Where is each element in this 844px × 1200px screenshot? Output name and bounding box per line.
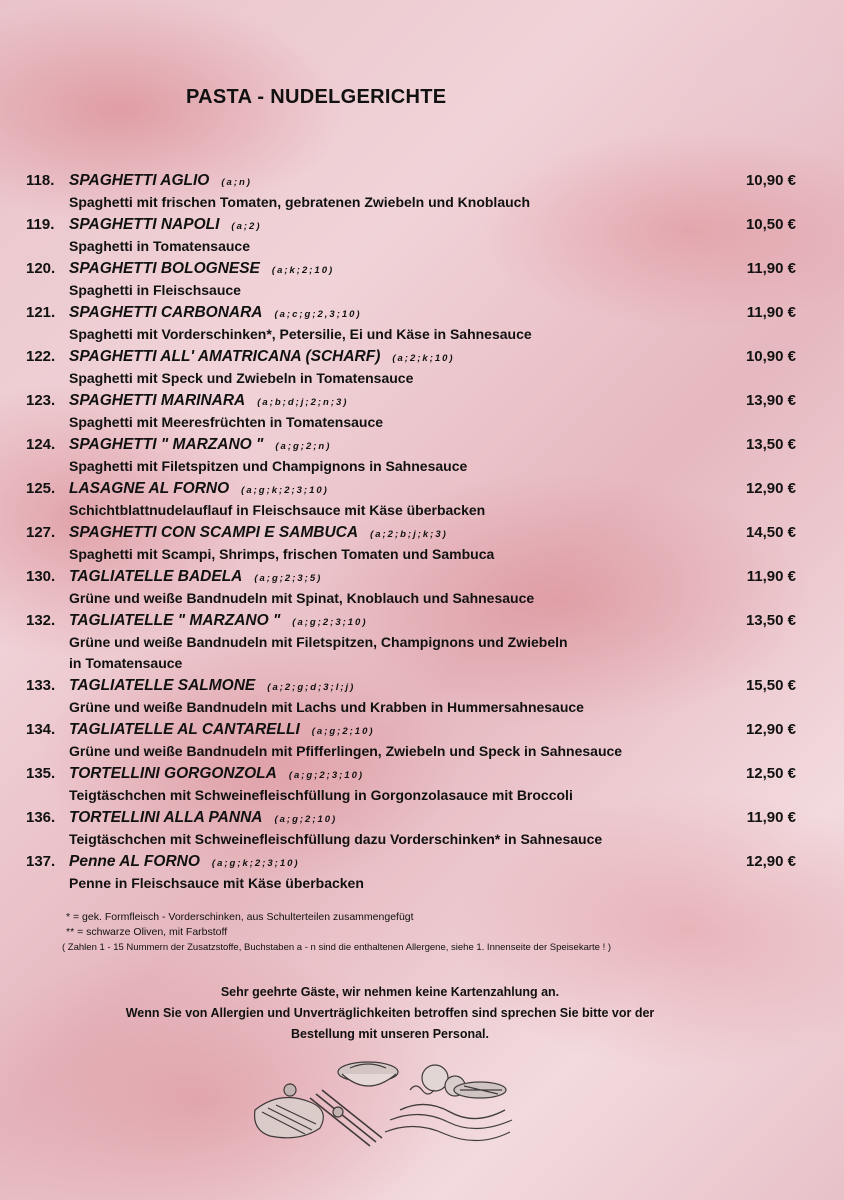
item-description: Grüne und weiße Bandnudeln mit Lachs und Krabben in Hummersahnesauce (69, 699, 584, 715)
menu-item-header (26, 214, 816, 236)
item-price: 12,90 € (745, 853, 796, 870)
menu-item (26, 170, 816, 213)
item-allergens: (a;b;d;j;2;n;3) (257, 397, 349, 408)
menu-item (26, 763, 816, 806)
item-description: Spaghetti mit Vorderschinken*, Petersilie, Ei und Käse in Sahnesauce (69, 326, 532, 342)
menu-item-header (26, 719, 816, 741)
item-allergens: (a;2;b;j;k;3) (370, 529, 448, 540)
menu-item-header (26, 610, 816, 632)
item-price: 10,90 € (745, 172, 796, 189)
item-price: 12,50 € (745, 765, 796, 782)
item-description: Spaghetti in Fleischsauce (69, 282, 241, 298)
menu-list (26, 170, 816, 895)
footnotes (62, 910, 612, 955)
item-number: 123. (26, 392, 56, 409)
item-number: 124. (26, 436, 56, 453)
item-number: 122. (26, 348, 56, 365)
item-description: Teigtäschchen mit Schweinefleischfüllung dazu Vorderschinken* in Sahnesauce (69, 831, 603, 847)
item-price: 11,90 € (746, 568, 796, 585)
item-description: Grüne und weiße Bandnudeln mit Spinat, Knoblauch und Sahnesauce (69, 590, 535, 606)
menu-item (26, 346, 816, 389)
footnote-oliven: ** = schwarze Oliven, mit Farbstoff (66, 926, 228, 938)
item-price: 12,90 € (745, 480, 796, 497)
menu-item (26, 390, 816, 433)
item-name: SPAGHETTI AGLIO (69, 172, 210, 189)
item-description: Spaghetti mit Filetspitzen und Champignons in Sahnesauce (69, 458, 468, 474)
item-description: Schichtblattnudelauflauf in Fleischsauce mit Käse überbacken (69, 502, 486, 518)
menu-item-header (26, 675, 816, 697)
item-number: 120. (26, 260, 56, 277)
item-description: Spaghetti mit Speck und Zwiebeln in Tomatensauce (69, 370, 414, 386)
item-name: TAGLIATELLE SALMONE (69, 677, 256, 694)
menu-item (26, 478, 816, 521)
footnote-allergene: ( Zahlen 1 - 15 Nummern der Zusatzstoffe, Buchstaben a - n sind die enthaltenen Allergene, siehe 1. Innenseite der Speisekarte ! ) (62, 942, 612, 953)
menu-item (26, 807, 816, 850)
item-allergens: (a;2) (231, 221, 262, 232)
payment-allergy-notice (40, 982, 740, 1045)
item-name: TORTELLINI ALLA PANNA (69, 809, 263, 826)
menu-item (26, 214, 816, 257)
item-allergens: (a;g;2;n) (275, 441, 332, 452)
item-price: 11,90 € (746, 260, 796, 277)
item-number: 130. (26, 568, 56, 585)
menu-item-header (26, 302, 816, 324)
menu-item (26, 434, 816, 477)
menu-item-header (26, 566, 816, 588)
item-name: TAGLIATELLE BADELA (69, 568, 243, 585)
item-name: SPAGHETTI BOLOGNESE (69, 260, 260, 277)
menu-item-header (26, 763, 816, 785)
notice-line-2: Wenn Sie von Allergien und Unverträglichkeiten betroffen sind sprechen Sie bitte vor der (125, 1006, 655, 1020)
item-price: 11,90 € (746, 304, 796, 321)
item-name: TORTELLINI GORGONZOLA (69, 765, 277, 782)
item-allergens: (a;g;2;3;10) (292, 617, 368, 628)
item-name: LASAGNE AL FORNO (69, 480, 230, 497)
menu-item-header (26, 346, 816, 368)
item-number: 132. (26, 612, 56, 629)
item-description: Penne in Fleischsauce mit Käse überbacken (69, 875, 364, 891)
item-allergens: (a;c;g;2,3;10) (274, 309, 362, 320)
menu-item-header (26, 434, 816, 456)
item-description: Spaghetti mit Meeresfrüchten in Tomatensauce (69, 414, 384, 430)
item-price: 14,50 € (745, 524, 796, 541)
item-number: 133. (26, 677, 56, 694)
footnote-formfleisch: * = gek. Formfleisch - Vorderschinken, aus Schulterteilen zusammengefügt (66, 911, 414, 923)
item-allergens: (a;g;2;10) (311, 726, 375, 737)
item-allergens: (a;g;k;2;3;10) (241, 485, 329, 496)
item-allergens: (a;g;2;3;5) (254, 573, 323, 584)
menu-item-header (26, 522, 816, 544)
item-description: Grüne und weiße Bandnudeln mit Pfifferlingen, Zwiebeln und Speck in Sahnesauce (69, 743, 623, 759)
menu-item (26, 566, 816, 609)
item-price: 15,50 € (745, 677, 796, 694)
menu-item (26, 851, 816, 894)
item-number: 134. (26, 721, 56, 738)
pasta-still-life-icon (250, 1050, 520, 1150)
item-name: Penne AL FORNO (69, 853, 200, 870)
page-title: PASTA - NUDELGERICHTE (186, 86, 447, 108)
item-description: in Tomatensauce (69, 655, 183, 671)
menu-item-header (26, 851, 816, 873)
item-number: 119. (26, 216, 55, 233)
item-description: Spaghetti mit Scampi, Shrimps, frischen Tomaten und Sambuca (69, 546, 495, 562)
item-number: 121. (26, 304, 56, 321)
item-price: 13,90 € (745, 392, 796, 409)
menu-item (26, 302, 816, 345)
menu-item-header (26, 258, 816, 280)
item-number: 125. (26, 480, 56, 497)
item-description: Grüne und weiße Bandnudeln mit Filetspitzen, Champignons und Zwiebeln (69, 634, 568, 650)
item-allergens: (a;2;k;10) (392, 353, 455, 364)
menu-item-header (26, 170, 816, 192)
item-allergens: (a;n) (221, 177, 252, 188)
item-price: 10,90 € (745, 348, 796, 365)
item-allergens: (a;g;2;10) (274, 814, 338, 825)
item-allergens: (a;g;2;3;10) (288, 770, 365, 781)
item-number: 137. (26, 853, 56, 870)
item-description: Spaghetti mit frischen Tomaten, gebratenen Zwiebeln und Knoblauch (69, 194, 531, 210)
menu-item (26, 258, 816, 301)
item-name: SPAGHETTI NAPOLI (69, 216, 220, 233)
item-number: 127. (26, 524, 56, 541)
notice-line-1: Sehr geehrte Gäste, wir nehmen keine Kartenzahlung an. (220, 985, 560, 999)
item-allergens: (a;2;g;d;3;l;j) (267, 682, 356, 693)
item-name: SPAGHETTI " MARZANO " (69, 436, 264, 453)
notice-line-3: Bestellung mit unseren Personal. (291, 1027, 489, 1041)
item-name: SPAGHETTI CARBONARA (69, 304, 263, 321)
item-description: Spaghetti in Tomatensauce (69, 238, 250, 254)
item-number: 118. (26, 172, 55, 189)
item-price: 11,90 € (746, 809, 796, 826)
item-number: 136. (26, 809, 56, 826)
menu-item (26, 522, 816, 565)
item-name: TAGLIATELLE " MARZANO " (69, 612, 281, 629)
item-name: TAGLIATELLE AL CANTARELLI (69, 721, 300, 738)
menu-item-header (26, 390, 816, 412)
item-price: 12,90 € (745, 721, 796, 738)
menu-item-header (26, 478, 816, 500)
menu-item (26, 610, 816, 674)
menu-item (26, 719, 816, 762)
item-name: SPAGHETTI ALL' AMATRICANA (SCHARF) (69, 348, 381, 365)
item-number: 135. (26, 765, 56, 782)
item-price: 13,50 € (745, 612, 796, 629)
item-name: SPAGHETTI MARINARA (69, 392, 246, 409)
item-price: 10,50 € (745, 216, 796, 233)
item-price: 13,50 € (745, 436, 796, 453)
item-allergens: (a;g;k;2;3;10) (211, 858, 300, 869)
item-description: Teigtäschchen mit Schweinefleischfüllung in Gorgonzolasauce mit Broccoli (69, 787, 573, 803)
item-name: SPAGHETTI CON SCAMPI E SAMBUCA (69, 524, 359, 541)
menu-item (26, 675, 816, 718)
menu-item-header (26, 807, 816, 829)
item-allergens: (a;k;2;10) (271, 265, 335, 276)
